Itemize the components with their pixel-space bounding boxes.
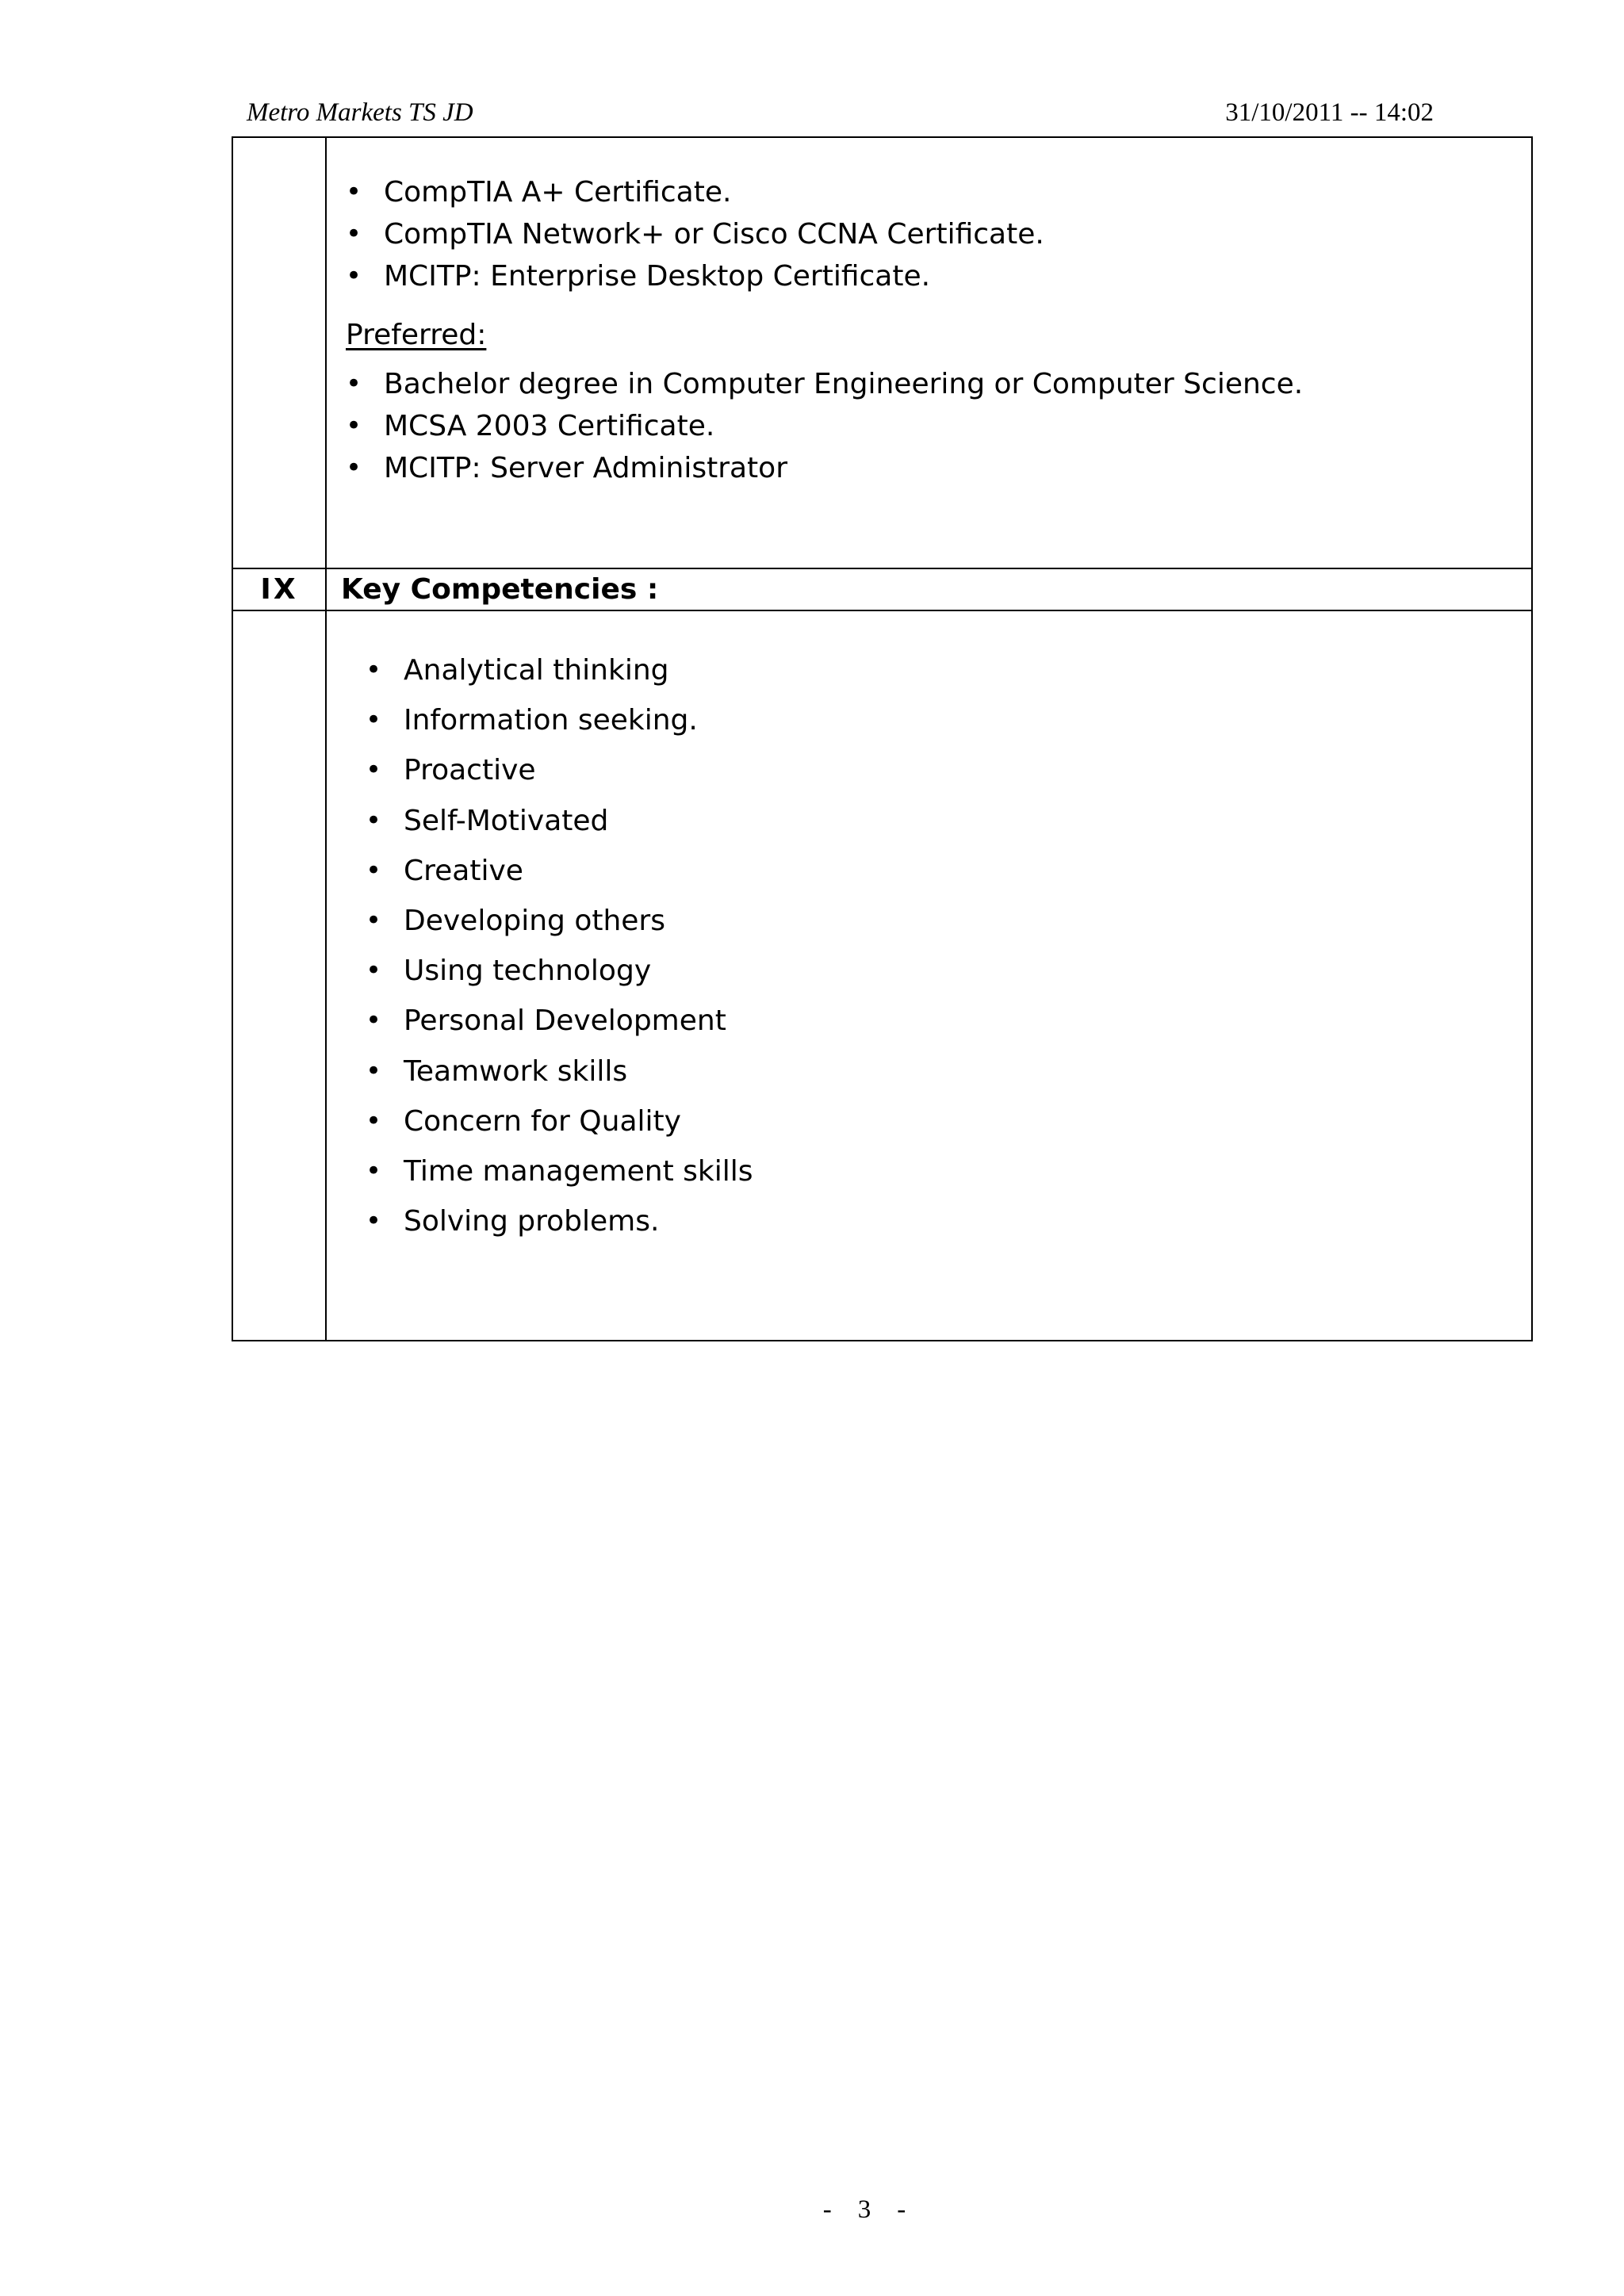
bullet-icon: • — [366, 1104, 382, 1137]
list-item: • CompTIA A+ Certificate. — [346, 171, 1044, 213]
row-divider — [233, 610, 1531, 611]
bullet-icon: • — [366, 704, 382, 737]
list-item: • MCSA 2003 Certificate. — [346, 405, 1303, 447]
list-item: • Developing others — [366, 896, 753, 946]
column-divider — [325, 138, 327, 1340]
bullet-icon: • — [366, 1054, 382, 1087]
bullet-icon: • — [366, 854, 382, 886]
page-number: - 3 - — [822, 2195, 906, 2224]
bullet-icon: • — [366, 754, 382, 786]
bullet-icon: • — [366, 955, 382, 987]
list-item: • Self-Motivated — [366, 796, 753, 846]
document-datetime: 31/10/2011 -- 14:02 — [1225, 98, 1434, 127]
list-item: • Proactive — [366, 745, 753, 795]
required-certificates-list — [346, 171, 1044, 297]
bullet-icon: • — [366, 804, 382, 836]
list-item: • Time management skills — [366, 1146, 753, 1196]
bullet-icon: • — [346, 452, 362, 484]
bullet-icon: • — [346, 176, 362, 208]
job-description-table — [232, 136, 1533, 1341]
list-item: • Personal Development — [366, 996, 753, 1046]
preferred-heading: Preferred: — [346, 319, 487, 351]
list-item: • Solving problems. — [366, 1196, 753, 1246]
bullet-icon: • — [366, 1205, 382, 1238]
bullet-icon: • — [366, 654, 382, 686]
list-item: • MCITP: Enterprise Desktop Certificate. — [346, 255, 1044, 297]
list-item: • Teamwork skills — [366, 1047, 753, 1096]
list-item: • Creative — [366, 846, 753, 896]
bullet-icon: • — [346, 368, 362, 400]
key-competencies-list — [366, 645, 753, 1246]
bullet-icon: • — [346, 218, 362, 250]
list-item: • Information seeking. — [366, 695, 753, 745]
list-item: • CompTIA Network+ or Cisco CCNA Certificate. — [346, 213, 1044, 255]
section-number: IX — [260, 573, 298, 606]
list-item: • MCITP: Server Administrator — [346, 447, 1303, 489]
bullet-icon: • — [366, 904, 382, 936]
row-divider — [233, 568, 1531, 569]
document-title: Metro Markets TS JD — [247, 98, 473, 127]
bullet-icon: • — [346, 260, 362, 292]
list-item: • Concern for Quality — [366, 1096, 753, 1146]
bullet-icon: • — [366, 1004, 382, 1037]
section-title: Key Competencies : — [341, 573, 659, 606]
list-item: • Analytical thinking — [366, 645, 753, 695]
list-item: • Bachelor degree in Computer Engineering or Computer Science. — [346, 363, 1303, 405]
preferred-qualifications-list — [346, 363, 1303, 489]
bullet-icon: • — [366, 1154, 382, 1187]
list-item: • Using technology — [366, 946, 753, 996]
bullet-icon: • — [346, 410, 362, 442]
